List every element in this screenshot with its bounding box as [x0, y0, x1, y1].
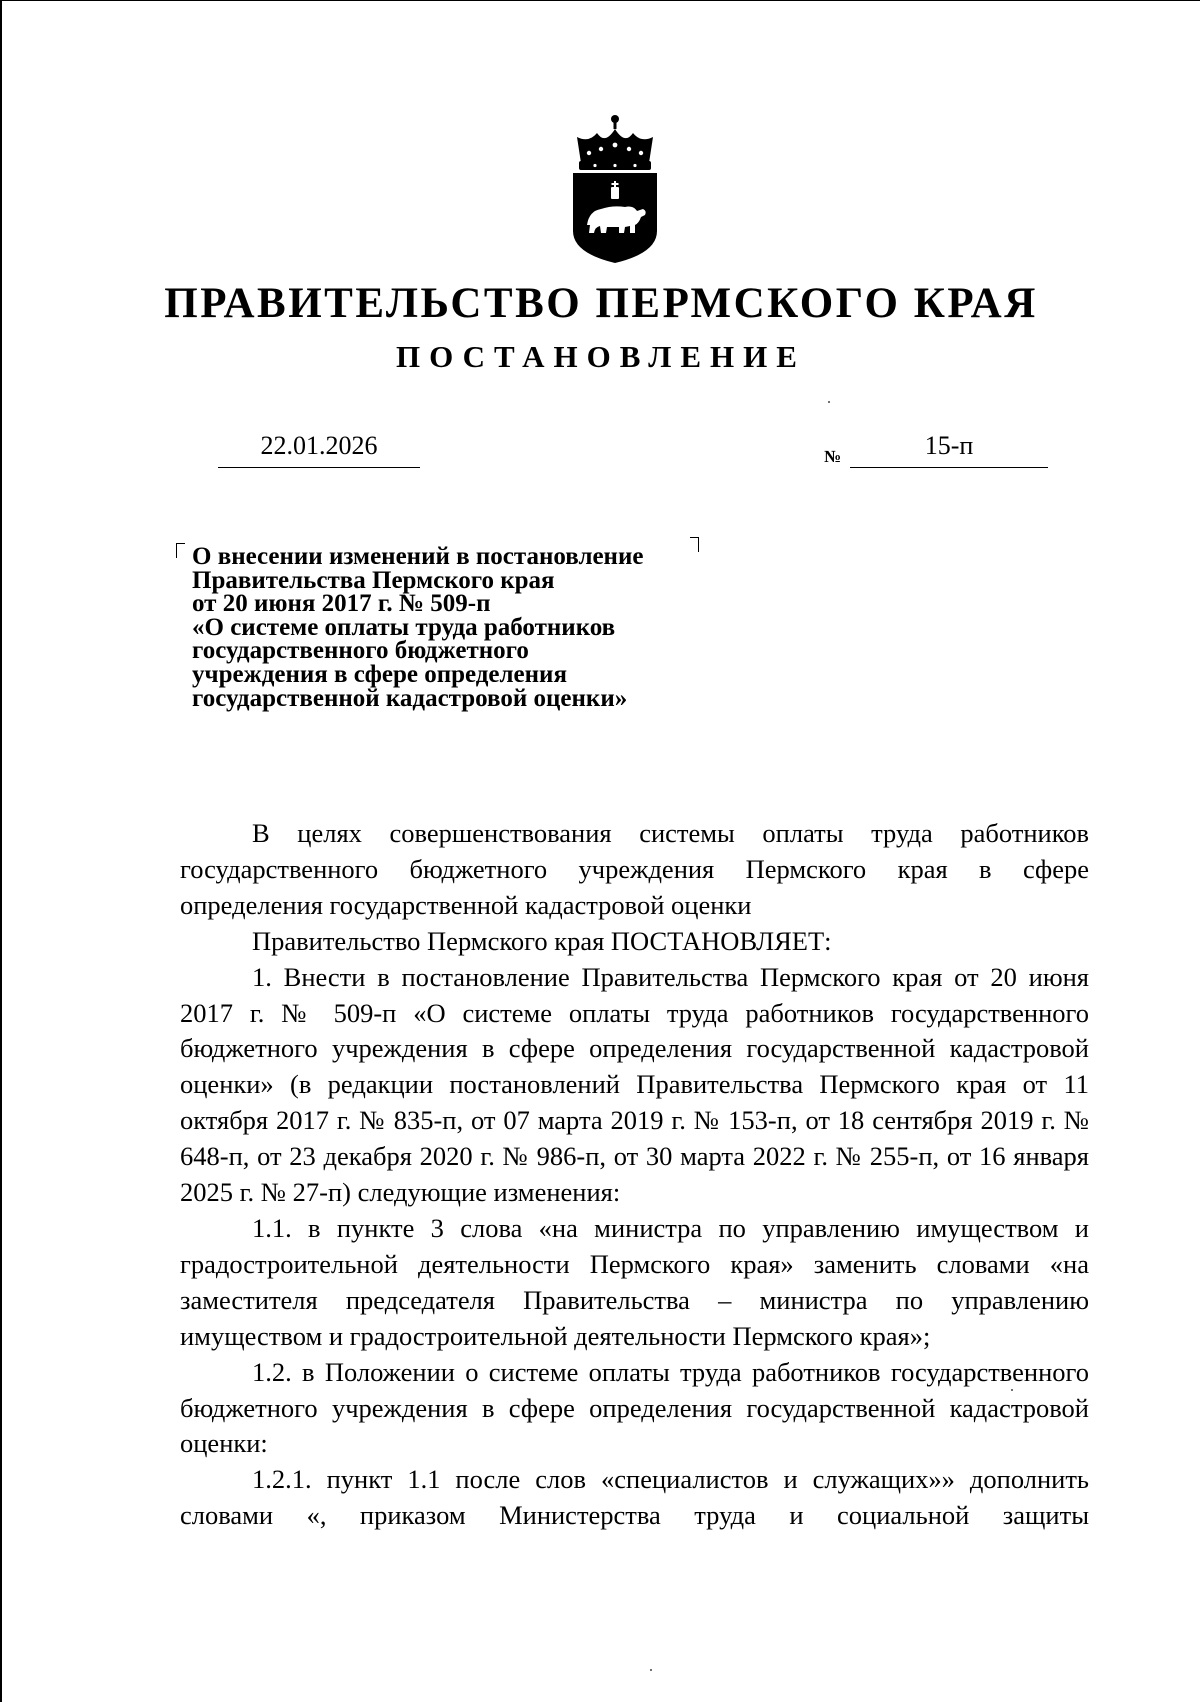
- document-number: 15-п: [850, 431, 1048, 468]
- government-title: ПРАВИТЕЛЬСТВО ПЕРМСКОГО КРАЯ: [164, 280, 1038, 327]
- subject-line: государственного бюджетного: [192, 637, 529, 665]
- body-paragraph-item-1-2-1: 1.2.1. пункт 1.1 после слов «специалистов и служащих»» дополнить словами «, приказом Министерства труда и социальной защиты: [180, 1464, 1089, 1531]
- body-paragraph-item-1-2: 1.2. в Положении о системе оплаты труда работников государственного бюджетного учреждения в сфере определения государственной кадастровой оценки:: [180, 1356, 1089, 1459]
- perm-krai-coat-of-arms-icon: [567, 113, 663, 265]
- scan-speck: [828, 401, 830, 403]
- document-date: 22.01.2026: [218, 431, 420, 468]
- body-paragraph-item-1: 1. Внести в постановление Правительства Пермского края от 20 июня 2017 г. № 509-п «О системе оплаты труда работников государственного бюджетного учреждения в сфере определения государственной кадастровой оценки» (в редакции постановлений Правительства Пермского края от 11 октября 2017 г. № 835-п, от 07 марта 2019 г. № 153-п, от 18 сентября 2019 г. № 648-п, от 23 декабря 2020 г. № 986-п, от 30 марта 2022 г. № 255-п, от 16 января 2025 г. № 27-п) следующие изменения:: [180, 961, 1089, 1208]
- body-paragraph-preamble: В целях совершенствования системы оплаты труда работников государственного бюджетного учреждения Пермского края в сфере определения государственной кадастровой оценки: [180, 818, 1089, 920]
- body-paragraph-resolves: Правительство Пермского края ПОСТАНОВЛЯЕТ:: [252, 925, 832, 956]
- subject-line: от 20 июня 2017 г. № 509-п: [192, 590, 491, 618]
- body-paragraph-item-1-1: 1.1. в пункте 3 слова «на министра по управлению имуществом и градостроительной деятельности Пермского края» заменить словами «на заместителя председателя Правительства – министра по управлению имуществом и градостроительной деятельности Пермского края»;: [180, 1212, 1089, 1351]
- document-type: ПОСТАНОВЛЕНИЕ: [396, 339, 806, 374]
- subject-left-corner-mark: [176, 543, 185, 558]
- scan-speck: [1011, 1389, 1013, 1391]
- scan-speck: [650, 1669, 652, 1671]
- subject-line: «О системе оплаты труда работников: [192, 613, 616, 641]
- document-body: [180, 816, 1089, 1534]
- subject-line: Правительства Пермского края: [192, 566, 555, 594]
- subject-line: государственной кадастровой оценки»: [192, 684, 628, 712]
- number-sign: №: [824, 447, 842, 466]
- subject-line: О внесении изменений в постановление: [192, 543, 644, 570]
- subject-line: учреждения в сфере определения: [192, 660, 567, 688]
- document-subject: [192, 545, 732, 710]
